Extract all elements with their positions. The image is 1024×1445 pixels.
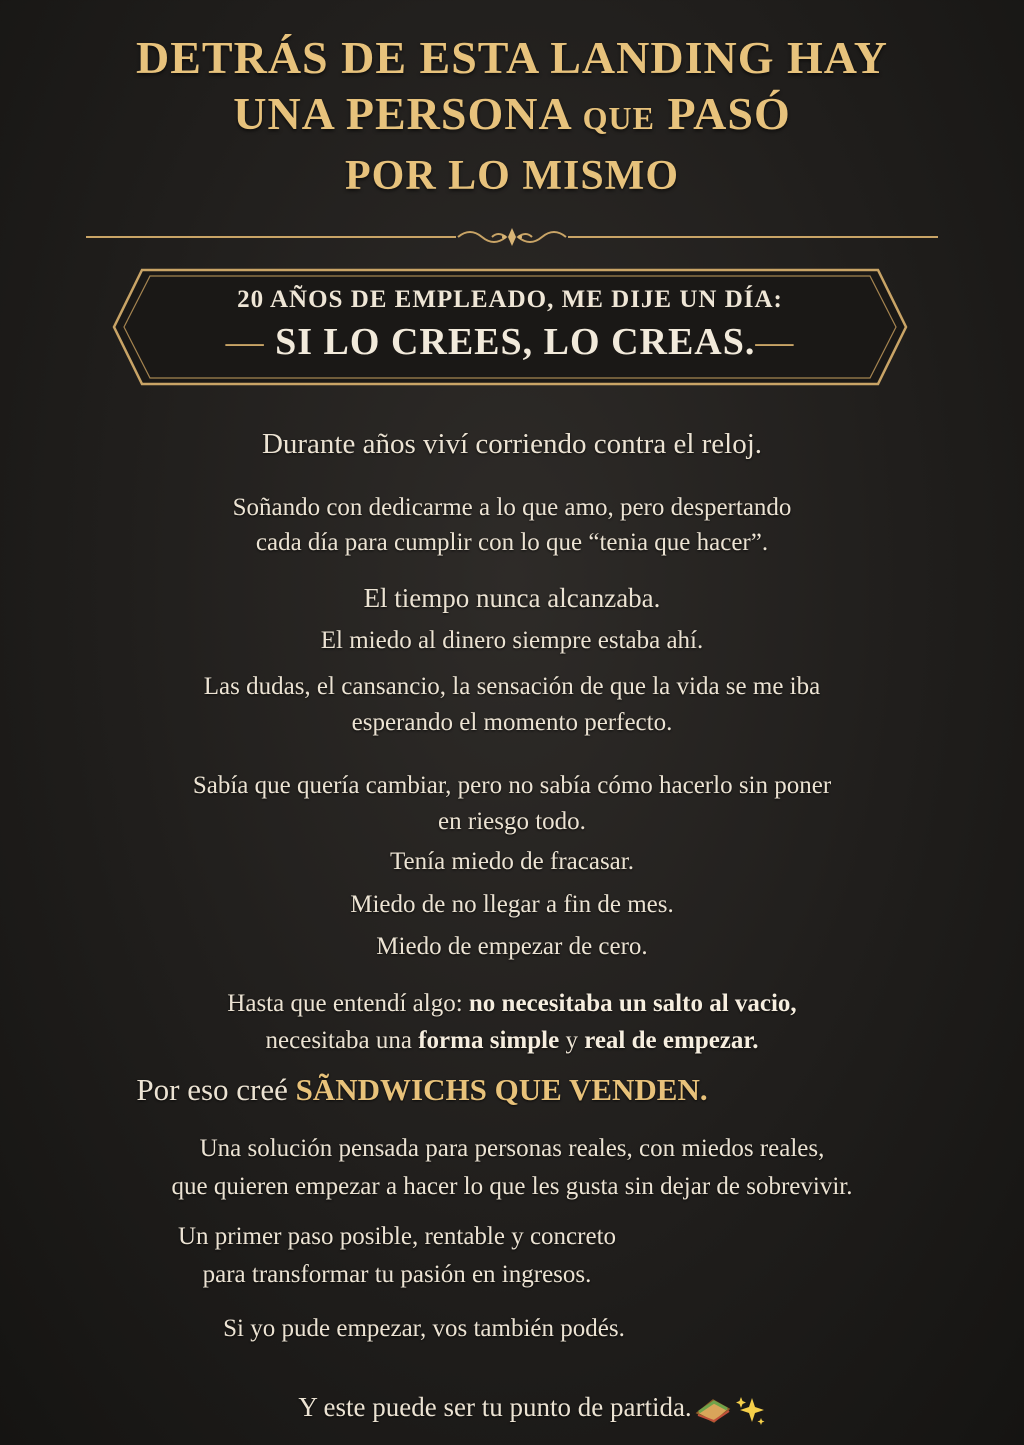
story-p5-line2: esperando el momento perfecto. bbox=[351, 709, 673, 736]
ornamental-divider bbox=[86, 226, 938, 248]
story-p14: Si yo pude empezar, vos también podés. bbox=[223, 1315, 625, 1342]
quote-text: SI LO CREES, LO CREAS. bbox=[275, 321, 756, 363]
sparkles-icon bbox=[734, 1394, 766, 1426]
story-p13 bbox=[0, 1218, 909, 1294]
story-p4: El miedo al dinero siempre estaba ahí. bbox=[320, 627, 704, 654]
story-p6-line2: en riesgo todo. bbox=[438, 808, 586, 835]
story-p5-line1: Las dudas, el cansancio, la sensación de que la vida se me iba bbox=[203, 673, 821, 700]
story-p2-line2: cada día para cumplir con lo que “tenia que hacer”. bbox=[255, 529, 769, 556]
story-p12-line1: Una solución pensada para personas reales, con miedos reales, bbox=[199, 1135, 825, 1162]
story-p3: El tiempo nunca alcanzaba. bbox=[363, 583, 661, 613]
story-p2 bbox=[0, 490, 1024, 560]
title-line-3: POR LO MISMO bbox=[345, 153, 679, 199]
product-name: SÃNDWICHS QUE VENDEN. bbox=[295, 1072, 708, 1107]
page-title bbox=[0, 30, 1024, 206]
story-p12 bbox=[0, 1130, 1024, 1206]
story-p11-intro: Por eso creé bbox=[136, 1072, 296, 1107]
banner-subtitle: 20 AÑOS DE EMPLEADO, ME DIJE UN DÍA: bbox=[237, 286, 783, 313]
story-p15-text: Y este puede ser tu punto de partida. bbox=[298, 1392, 692, 1422]
story-p15 bbox=[20, 1392, 1024, 1426]
story-p11 bbox=[0, 1072, 934, 1108]
sandwich-icon bbox=[694, 1395, 732, 1425]
story-p9: Miedo de empezar de cero. bbox=[376, 933, 648, 960]
title-line-1: DETRÁS DE ESTA LANDING HAY bbox=[136, 32, 888, 83]
story-p1: Durante años viví corriendo contra el reloj. bbox=[261, 428, 763, 460]
story-p6 bbox=[0, 768, 1024, 840]
story-p10-line1: Hasta que entendí algo: no necesitaba un salto al vacio, bbox=[227, 990, 797, 1017]
title-line-2 bbox=[0, 86, 1024, 146]
story-p8: Miedo de no llegar a fin de mes. bbox=[350, 891, 674, 918]
title-line-2-a: UNA PERSONA bbox=[233, 88, 571, 139]
story-p13-line1: Un primer paso posible, rentable y concreto bbox=[177, 1223, 617, 1250]
quote-dash-right: — bbox=[755, 321, 795, 363]
story-p7: Tenía miedo de fracasar. bbox=[390, 848, 634, 875]
story-p10-line2: necesitaba una forma simple y real de empezar. bbox=[265, 1027, 759, 1054]
quote-dash-left: — bbox=[225, 321, 276, 363]
story-p6-line1: Sabía que quería cambiar, pero no sabía cómo hacerlo sin poner bbox=[192, 772, 832, 799]
story-p10 bbox=[0, 985, 1024, 1059]
story-p13-line2: para transformar tu pasión en ingresos. bbox=[202, 1261, 592, 1288]
story-p2-line1: Soñando con dedicarme a lo que amo, pero despertando bbox=[232, 494, 792, 521]
banner-quote bbox=[112, 320, 908, 364]
title-line-2-c: PASÓ bbox=[667, 88, 791, 139]
story-p5 bbox=[0, 669, 1024, 741]
story-p12-line2: que quieren empezar a hacer lo que les gusta sin dejar de sobrevivir. bbox=[171, 1173, 853, 1200]
quote-banner bbox=[112, 266, 908, 388]
title-line-2-b: QUE bbox=[582, 100, 655, 136]
